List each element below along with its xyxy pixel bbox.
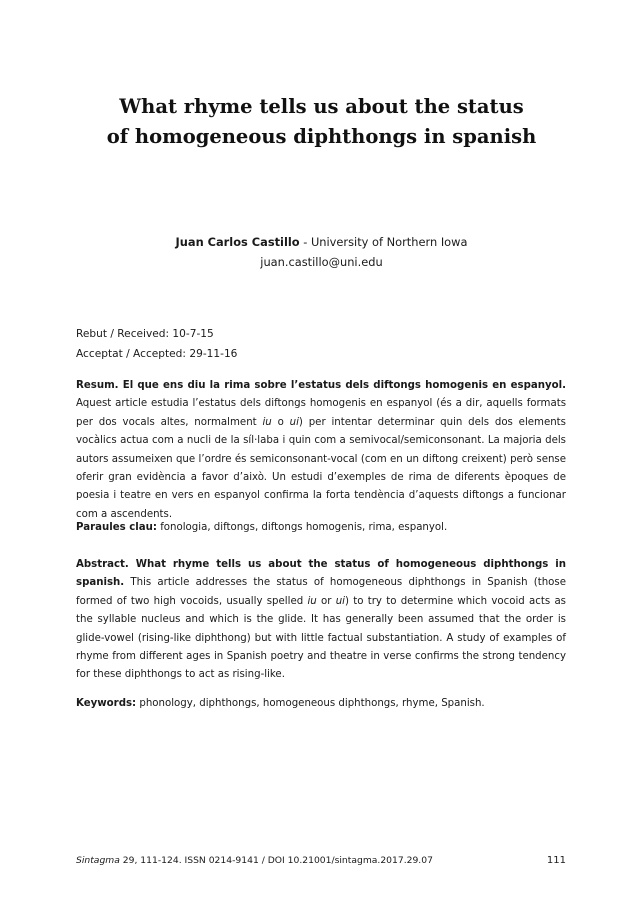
page-number: 111 [546, 855, 566, 866]
abstract-paragraph [76, 556, 566, 685]
resum-lead: Resum. El que ens diu la rima sobre l’estatus dels diftongs homogenis en espanyol. [76, 380, 566, 391]
abstract-lead: Abstract. What rhyme tells us about the status of homogeneous diphthongs in spanish. [76, 559, 566, 589]
resum-body-b: ) per intentar determinar quin dels dos elements vocàlics actua com a nucli de la síl·laba i quin com a semivocal/semiconsonant. La majoria dels autors assumeixen que l’ordre és semiconsonant-vocal (com en un diftong creixent) però sense oferir gran evidència a favor d’això. Un estudi d’exemples de rima de diferents èpoques de poesia i teatre en vers en espanyol confirma la forta tendència d’aquests diftongs a funcionar com a ascendents. [76, 416, 566, 520]
keywords-lead: Keywords: [76, 698, 137, 709]
page-footer [76, 854, 566, 868]
abstract-ui: ui [335, 595, 345, 607]
article-title [60, 92, 583, 152]
author-line [60, 232, 583, 252]
paraules-clau-lead: Paraules clau: [76, 522, 157, 533]
paraules-clau-paragraph [76, 519, 566, 537]
resum-ui: ui [289, 416, 299, 428]
resum-iu: iu [262, 416, 272, 428]
keywords-paragraph [76, 695, 566, 713]
abstract-iu: iu [307, 595, 317, 607]
author-affiliation: - University of Northern Iowa [299, 235, 468, 249]
footer-journal: Sintagma [76, 855, 120, 866]
resum-paragraph [76, 377, 566, 524]
footer-citation: 29, 111-124. ISSN 0214-9141 / DOI 10.21001/sintagma.2017.29.07 [119, 855, 433, 866]
author-block [60, 232, 583, 272]
keywords-body: phonology, diphthongs, homogeneous diphthongs, rhyme, Spanish. [136, 698, 485, 709]
resum-body-a: Aquest article estudia l’estatus dels diftongs homogenis en espanyol (és a dir, aquells formats per dos vocals altes, normalment [76, 398, 566, 428]
dates-block [76, 324, 237, 364]
title-line-1: What rhyme tells us about the status [119, 95, 524, 118]
received-date: Rebut / Received: 10-7-15 [76, 328, 214, 340]
author-name: Juan Carlos Castillo [175, 235, 300, 249]
author-email: juan.castillo@uni.edu [260, 255, 383, 269]
abstract-or: or [316, 595, 336, 607]
abstract-body-b: ) to try to determine which vocoid acts as the syllable nucleus and which is the glide. It has generally been assumed that the order is glide-vowel (rising-like diphthong) but with little factual substantiation. A study of examples of rhyme from different ages in Spanish poetry and theatre in verse confirms the strong tendency for these diphthongs to act as rising-like. [76, 595, 566, 681]
paraules-clau-body: fonologia, diftongs, diftongs homogenis, rima, espanyol. [156, 522, 448, 533]
accepted-date: Acceptat / Accepted: 29-11-16 [76, 348, 238, 360]
title-line-2: of homogeneous diphthongs in spanish [106, 125, 537, 148]
abstract-body-a: This article addresses the status of homogeneous diphthongs in Spanish (those formed of two high vocoids, usually spelled [76, 577, 566, 607]
resum-o: o [271, 416, 290, 428]
